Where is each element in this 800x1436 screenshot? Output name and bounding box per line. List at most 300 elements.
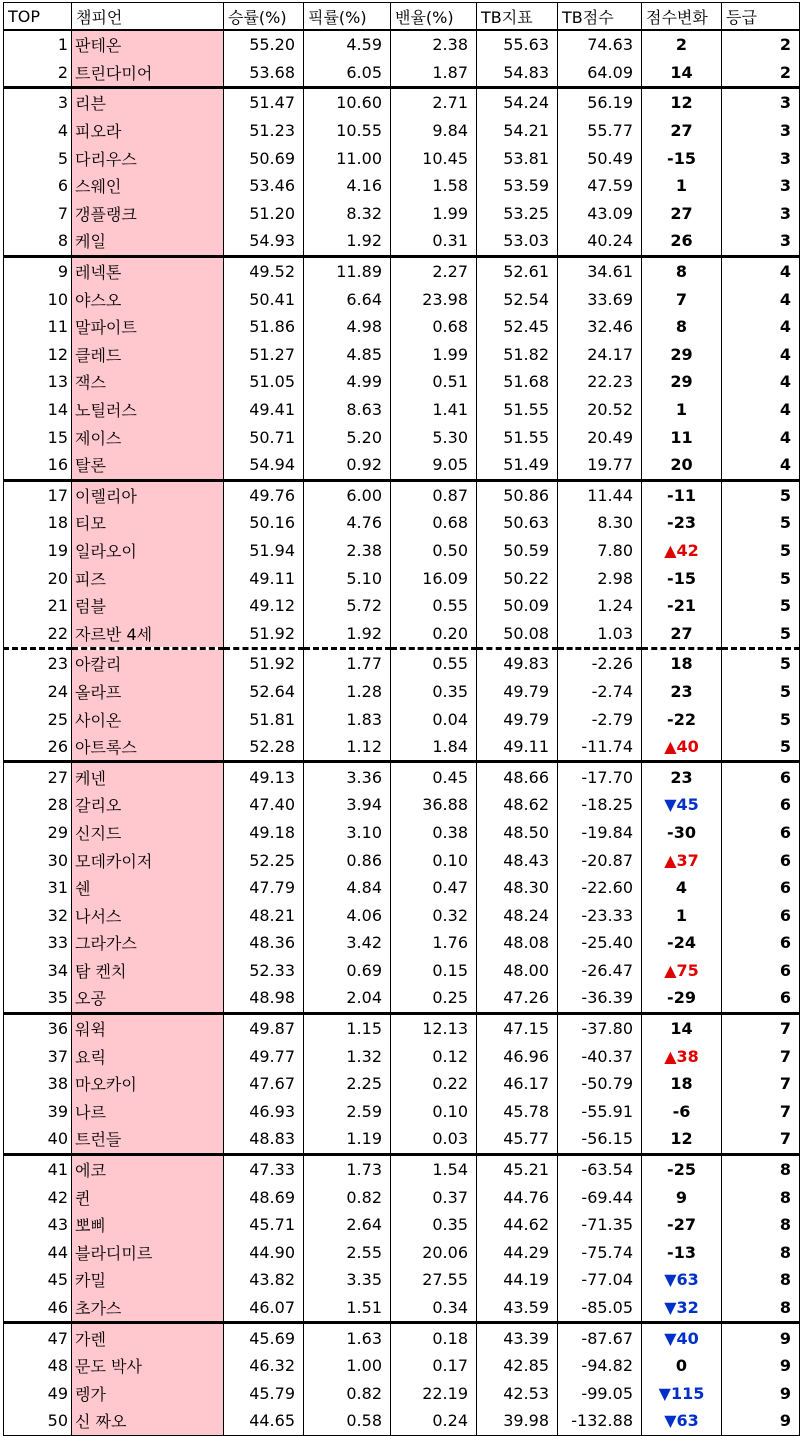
tb-index-cell: 52.45	[477, 313, 558, 341]
tb-score-cell: -2.79	[558, 705, 642, 733]
rank-cell: 41	[4, 1154, 72, 1183]
pick-rate-cell: 2.38	[304, 537, 391, 565]
table-row	[4, 313, 800, 341]
grade-cell: 4	[722, 451, 800, 480]
rank-cell: 45	[4, 1266, 72, 1294]
champion-name: 갈리오	[72, 791, 224, 819]
tb-score-cell: -55.91	[558, 1098, 642, 1126]
tb-score-cell: 19.77	[558, 451, 642, 480]
win-rate-cell: 49.77	[224, 1042, 304, 1070]
ban-rate-cell: 23.98	[391, 285, 477, 313]
score-change-cell	[642, 1323, 722, 1352]
champion-name: 탐 켄치	[72, 957, 224, 985]
tb-score-cell: -132.88	[558, 1407, 642, 1435]
tb-index-cell: 50.22	[477, 564, 558, 592]
table-row	[4, 619, 800, 648]
score-change-value: 42	[676, 540, 699, 560]
ban-rate-cell: 2.38	[391, 30, 477, 59]
table-row	[4, 819, 800, 847]
score-change-cell: 8	[642, 256, 722, 285]
grade-cell: 5	[722, 619, 800, 648]
tb-index-cell: 49.79	[477, 705, 558, 733]
rank-cell: 36	[4, 1013, 72, 1042]
pick-rate-cell: 1.73	[304, 1154, 391, 1183]
champion-name: 신 짜오	[72, 1407, 224, 1435]
table-row	[4, 846, 800, 874]
win-rate-cell: 49.87	[224, 1013, 304, 1042]
champion-name: 모데카이저	[72, 846, 224, 874]
score-change-cell: 9	[642, 1183, 722, 1211]
score-change-cell: 12	[642, 1125, 722, 1154]
score-change-cell: 18	[642, 649, 722, 678]
table-row	[4, 705, 800, 733]
ban-rate-cell: 0.38	[391, 819, 477, 847]
score-change-cell: 27	[642, 200, 722, 228]
pick-rate-cell: 3.94	[304, 791, 391, 819]
tb-index-cell: 54.21	[477, 117, 558, 145]
header-grade: 등급	[722, 3, 800, 31]
tb-score-cell: -17.70	[558, 762, 642, 791]
rank-cell: 16	[4, 451, 72, 480]
champion-name: 갱플랭크	[72, 200, 224, 228]
score-change-cell: 27	[642, 619, 722, 648]
tb-index-cell: 48.50	[477, 819, 558, 847]
score-change-value: 45	[676, 795, 699, 815]
grade-cell: 5	[722, 564, 800, 592]
rank-cell: 15	[4, 423, 72, 451]
rank-cell: 49	[4, 1380, 72, 1408]
grade-cell: 3	[722, 172, 800, 200]
rank-cell: 9	[4, 256, 72, 285]
grade-cell: 8	[722, 1154, 800, 1183]
rank-cell: 19	[4, 537, 72, 565]
pick-rate-cell: 2.55	[304, 1239, 391, 1267]
score-change-cell	[642, 957, 722, 985]
tb-index-cell: 53.25	[477, 200, 558, 228]
score-change-cell	[642, 1407, 722, 1435]
arrow-down-icon: ▼	[664, 1411, 677, 1431]
champion-name: 다리우스	[72, 144, 224, 172]
grade-cell: 8	[722, 1239, 800, 1267]
grade-cell: 3	[722, 144, 800, 172]
grade-cell: 6	[722, 762, 800, 791]
champion-name: 피오라	[72, 117, 224, 145]
score-change-cell: -24	[642, 929, 722, 957]
champion-name: 제이스	[72, 423, 224, 451]
score-change-cell: 8	[642, 313, 722, 341]
win-rate-cell: 49.11	[224, 564, 304, 592]
header-score-change: 점수변화	[642, 3, 722, 31]
champion-name: 문도 박사	[72, 1352, 224, 1380]
grade-cell: 4	[722, 285, 800, 313]
rank-cell: 46	[4, 1294, 72, 1323]
rank-cell: 3	[4, 88, 72, 117]
tb-score-cell: 55.77	[558, 117, 642, 145]
score-change-cell: 0	[642, 1352, 722, 1380]
tb-score-cell: 2.98	[558, 564, 642, 592]
rank-cell: 23	[4, 649, 72, 678]
score-change-cell: 14	[642, 1013, 722, 1042]
header-ban-rate: 밴율(%)	[391, 3, 477, 31]
score-change-value: 32	[676, 1298, 699, 1318]
tb-score-cell: -11.74	[558, 733, 642, 762]
score-change-cell: 23	[642, 678, 722, 706]
pick-rate-cell: 6.05	[304, 59, 391, 88]
pick-rate-cell: 1.12	[304, 733, 391, 762]
score-change-cell: 1	[642, 396, 722, 424]
table-row	[4, 1211, 800, 1239]
pick-rate-cell: 1.19	[304, 1125, 391, 1154]
table-row	[4, 1098, 800, 1126]
ban-rate-cell: 10.45	[391, 144, 477, 172]
tb-score-cell: 74.63	[558, 30, 642, 59]
win-rate-cell: 50.16	[224, 509, 304, 537]
win-rate-cell: 52.64	[224, 678, 304, 706]
champion-name: 리븐	[72, 88, 224, 117]
score-change-cell: -21	[642, 592, 722, 620]
score-change-cell: 29	[642, 341, 722, 369]
champion-name: 야스오	[72, 285, 224, 313]
tb-score-cell: 50.49	[558, 144, 642, 172]
champion-name: 잭스	[72, 368, 224, 396]
pick-rate-cell: 10.60	[304, 88, 391, 117]
rank-cell: 35	[4, 984, 72, 1013]
table-row	[4, 592, 800, 620]
tb-score-cell: 32.46	[558, 313, 642, 341]
tb-index-cell: 50.86	[477, 480, 558, 509]
pick-rate-cell: 3.42	[304, 929, 391, 957]
grade-cell: 3	[722, 117, 800, 145]
grade-cell: 7	[722, 1013, 800, 1042]
pick-rate-cell: 2.59	[304, 1098, 391, 1126]
pick-rate-cell: 4.98	[304, 313, 391, 341]
tb-score-cell: 8.30	[558, 509, 642, 537]
ban-rate-cell: 0.35	[391, 678, 477, 706]
grade-cell: 5	[722, 509, 800, 537]
champion-name: 아트록스	[72, 733, 224, 762]
tb-index-cell: 45.77	[477, 1125, 558, 1154]
tb-index-cell: 54.83	[477, 59, 558, 88]
grade-cell: 7	[722, 1070, 800, 1098]
champion-name: 트린다미어	[72, 59, 224, 88]
rank-cell: 40	[4, 1125, 72, 1154]
pick-rate-cell: 6.64	[304, 285, 391, 313]
tb-score-cell: -99.05	[558, 1380, 642, 1408]
tb-index-cell: 48.08	[477, 929, 558, 957]
rank-cell: 48	[4, 1352, 72, 1380]
score-change-cell	[642, 1266, 722, 1294]
tb-score-cell: -69.44	[558, 1183, 642, 1211]
tb-score-cell: 20.52	[558, 396, 642, 424]
win-rate-cell: 51.81	[224, 705, 304, 733]
table-row	[4, 733, 800, 762]
champion-name: 초가스	[72, 1294, 224, 1323]
tb-score-cell: -2.26	[558, 649, 642, 678]
champion-name: 워윅	[72, 1013, 224, 1042]
ban-rate-cell: 0.55	[391, 592, 477, 620]
champion-name: 요릭	[72, 1042, 224, 1070]
header-win-rate: 승률(%)	[224, 3, 304, 31]
grade-cell: 4	[722, 396, 800, 424]
table-row	[4, 172, 800, 200]
win-rate-cell: 50.71	[224, 423, 304, 451]
pick-rate-cell: 2.04	[304, 984, 391, 1013]
table-row	[4, 59, 800, 88]
grade-cell: 8	[722, 1266, 800, 1294]
score-change-cell: 27	[642, 117, 722, 145]
champion-name: 나르	[72, 1098, 224, 1126]
grade-cell: 5	[722, 705, 800, 733]
champion-name: 가렌	[72, 1323, 224, 1352]
champion-name: 뽀삐	[72, 1211, 224, 1239]
tb-score-cell: 33.69	[558, 285, 642, 313]
score-change-cell	[642, 1380, 722, 1408]
tb-score-cell: -94.82	[558, 1352, 642, 1380]
win-rate-cell: 48.83	[224, 1125, 304, 1154]
pick-rate-cell: 8.63	[304, 396, 391, 424]
tb-score-cell: -19.84	[558, 819, 642, 847]
header-champion: 챔피언	[72, 3, 224, 31]
pick-rate-cell: 1.77	[304, 649, 391, 678]
table-row	[4, 1380, 800, 1408]
table-row	[4, 564, 800, 592]
table-row	[4, 341, 800, 369]
table-row	[4, 256, 800, 285]
grade-cell: 6	[722, 984, 800, 1013]
pick-rate-cell: 3.35	[304, 1266, 391, 1294]
score-change-cell: -23	[642, 509, 722, 537]
rank-cell: 14	[4, 396, 72, 424]
tb-score-cell: 22.23	[558, 368, 642, 396]
win-rate-cell: 49.52	[224, 256, 304, 285]
win-rate-cell: 51.05	[224, 368, 304, 396]
win-rate-cell: 43.82	[224, 1266, 304, 1294]
table-row	[4, 509, 800, 537]
grade-cell: 4	[722, 313, 800, 341]
pick-rate-cell: 2.25	[304, 1070, 391, 1098]
tb-index-cell: 44.29	[477, 1239, 558, 1267]
win-rate-cell: 44.90	[224, 1239, 304, 1267]
tb-score-cell: 56.19	[558, 88, 642, 117]
score-change-cell	[642, 733, 722, 762]
arrow-down-icon: ▼	[664, 1270, 677, 1290]
tb-score-cell: -40.37	[558, 1042, 642, 1070]
rank-cell: 47	[4, 1323, 72, 1352]
tb-score-cell: -26.47	[558, 957, 642, 985]
table-row	[4, 1183, 800, 1211]
table-row	[4, 1239, 800, 1267]
table-row	[4, 1266, 800, 1294]
score-change-cell: -25	[642, 1154, 722, 1183]
grade-cell: 8	[722, 1294, 800, 1323]
tb-score-cell: 64.09	[558, 59, 642, 88]
ban-rate-cell: 0.37	[391, 1183, 477, 1211]
tb-index-cell: 43.59	[477, 1294, 558, 1323]
grade-cell: 6	[722, 929, 800, 957]
score-change-cell: 2	[642, 30, 722, 59]
score-change-cell: 12	[642, 88, 722, 117]
tb-index-cell: 49.83	[477, 649, 558, 678]
champion-name: 퀸	[72, 1183, 224, 1211]
ban-rate-cell: 0.03	[391, 1125, 477, 1154]
grade-cell: 5	[722, 592, 800, 620]
arrow-up-icon: ▲	[664, 850, 677, 870]
win-rate-cell: 51.23	[224, 117, 304, 145]
table-row	[4, 1125, 800, 1154]
pick-rate-cell: 1.15	[304, 1013, 391, 1042]
champion-name: 말파이트	[72, 313, 224, 341]
champion-name: 렝가	[72, 1380, 224, 1408]
win-rate-cell: 44.65	[224, 1407, 304, 1435]
win-rate-cell: 46.07	[224, 1294, 304, 1323]
table-row	[4, 901, 800, 929]
tb-score-cell: -2.74	[558, 678, 642, 706]
score-change-cell: 14	[642, 59, 722, 88]
ban-rate-cell: 12.13	[391, 1013, 477, 1042]
pick-rate-cell: 3.10	[304, 819, 391, 847]
grade-cell: 8	[722, 1183, 800, 1211]
grade-cell: 3	[722, 227, 800, 256]
rank-cell: 21	[4, 592, 72, 620]
score-change-value: 38	[676, 1046, 699, 1066]
tb-index-cell: 49.11	[477, 733, 558, 762]
table-row	[4, 1070, 800, 1098]
grade-cell: 6	[722, 874, 800, 902]
grade-cell: 9	[722, 1407, 800, 1435]
champion-name: 쉔	[72, 874, 224, 902]
ban-rate-cell: 0.25	[391, 984, 477, 1013]
champion-name: 판테온	[72, 30, 224, 59]
win-rate-cell: 51.92	[224, 619, 304, 648]
tb-index-cell: 50.63	[477, 509, 558, 537]
score-change-cell: -30	[642, 819, 722, 847]
arrow-up-icon: ▲	[664, 1046, 677, 1066]
pick-rate-cell: 1.63	[304, 1323, 391, 1352]
grade-cell: 9	[722, 1380, 800, 1408]
win-rate-cell: 48.69	[224, 1183, 304, 1211]
ban-rate-cell: 0.18	[391, 1323, 477, 1352]
pick-rate-cell: 0.69	[304, 957, 391, 985]
champion-name: 클레드	[72, 341, 224, 369]
ban-rate-cell: 0.68	[391, 313, 477, 341]
ban-rate-cell: 0.24	[391, 1407, 477, 1435]
win-rate-cell: 53.46	[224, 172, 304, 200]
tb-index-cell: 42.53	[477, 1380, 558, 1408]
tb-index-cell: 47.15	[477, 1013, 558, 1042]
ban-rate-cell: 0.51	[391, 368, 477, 396]
pick-rate-cell: 1.32	[304, 1042, 391, 1070]
win-rate-cell: 51.20	[224, 200, 304, 228]
table-row	[4, 762, 800, 791]
table-row	[4, 1407, 800, 1435]
grade-cell: 7	[722, 1042, 800, 1070]
ban-rate-cell: 16.09	[391, 564, 477, 592]
header-rank: TOP	[4, 3, 72, 31]
tb-score-cell: 47.59	[558, 172, 642, 200]
arrow-down-icon: ▼	[664, 1328, 677, 1348]
score-change-cell: 4	[642, 874, 722, 902]
grade-cell: 2	[722, 59, 800, 88]
grade-cell: 7	[722, 1125, 800, 1154]
ban-rate-cell: 0.15	[391, 957, 477, 985]
grade-cell: 6	[722, 846, 800, 874]
rank-cell: 29	[4, 819, 72, 847]
champion-name: 아칼리	[72, 649, 224, 678]
tb-score-cell: -63.54	[558, 1154, 642, 1183]
pick-rate-cell: 4.76	[304, 509, 391, 537]
rank-cell: 8	[4, 227, 72, 256]
table-row	[4, 144, 800, 172]
grade-cell: 8	[722, 1211, 800, 1239]
tb-index-cell: 48.00	[477, 957, 558, 985]
ban-rate-cell: 0.12	[391, 1042, 477, 1070]
champion-name: 그라가스	[72, 929, 224, 957]
tb-index-cell: 46.96	[477, 1042, 558, 1070]
arrow-up-icon: ▲	[664, 960, 677, 980]
grade-cell: 4	[722, 341, 800, 369]
ban-rate-cell: 0.20	[391, 619, 477, 648]
tb-index-cell: 49.79	[477, 678, 558, 706]
tb-score-cell: 1.03	[558, 619, 642, 648]
rank-cell: 22	[4, 619, 72, 648]
tb-score-cell: 24.17	[558, 341, 642, 369]
tb-score-cell: -85.05	[558, 1294, 642, 1323]
grade-cell: 5	[722, 678, 800, 706]
win-rate-cell: 51.27	[224, 341, 304, 369]
table-row	[4, 368, 800, 396]
tb-index-cell: 44.76	[477, 1183, 558, 1211]
ban-rate-cell: 0.22	[391, 1070, 477, 1098]
score-change-cell: -6	[642, 1098, 722, 1126]
arrow-up-icon: ▲	[664, 737, 677, 757]
score-change-value: 40	[676, 1328, 699, 1348]
tb-score-cell: -71.35	[558, 1211, 642, 1239]
champion-name: 사이온	[72, 705, 224, 733]
tb-index-cell: 48.66	[477, 762, 558, 791]
ban-rate-cell: 9.05	[391, 451, 477, 480]
win-rate-cell: 49.18	[224, 819, 304, 847]
tb-score-cell: -25.40	[558, 929, 642, 957]
grade-cell: 6	[722, 957, 800, 985]
tb-score-cell: 7.80	[558, 537, 642, 565]
table-row	[4, 537, 800, 565]
tb-index-cell: 50.59	[477, 537, 558, 565]
grade-cell: 2	[722, 30, 800, 59]
score-change-cell: -15	[642, 564, 722, 592]
pick-rate-cell: 11.89	[304, 256, 391, 285]
grade-cell: 4	[722, 423, 800, 451]
pick-rate-cell: 10.55	[304, 117, 391, 145]
pick-rate-cell: 5.10	[304, 564, 391, 592]
ban-rate-cell: 5.30	[391, 423, 477, 451]
win-rate-cell: 54.94	[224, 451, 304, 480]
ban-rate-cell: 0.47	[391, 874, 477, 902]
tb-index-cell: 48.30	[477, 874, 558, 902]
score-change-cell	[642, 1294, 722, 1323]
rank-cell: 10	[4, 285, 72, 313]
rank-cell: 28	[4, 791, 72, 819]
rank-cell: 50	[4, 1407, 72, 1435]
rank-cell: 6	[4, 172, 72, 200]
pick-rate-cell: 0.82	[304, 1183, 391, 1211]
arrow-down-icon: ▼	[658, 1383, 671, 1403]
score-change-cell: 23	[642, 762, 722, 791]
rank-cell: 26	[4, 733, 72, 762]
champion-name: 스웨인	[72, 172, 224, 200]
ban-rate-cell: 1.41	[391, 396, 477, 424]
rank-cell: 39	[4, 1098, 72, 1126]
champion-name: 나서스	[72, 901, 224, 929]
